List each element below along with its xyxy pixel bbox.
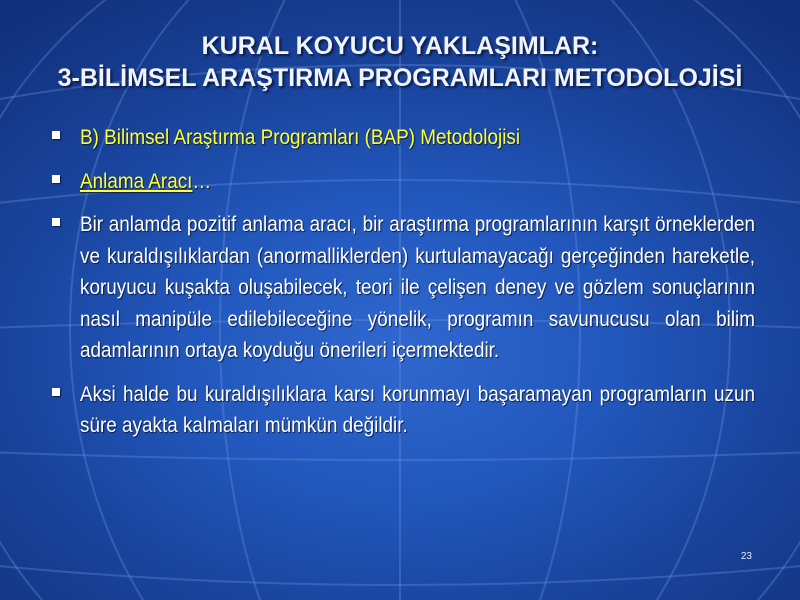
bullet-text: B) Bilimsel Araştırma Programları (BAP) Metodolojisi <box>80 126 521 149</box>
bullet-item <box>50 166 755 198</box>
anlama-araci-link[interactable]: Anlama Aracı <box>80 169 193 193</box>
bullet-text: Aksi halde bu kuraldışılıklara karsı korunmayı başaramayan programların uzun süre ayakta kalmaları mümkün değildir. <box>80 382 755 437</box>
bullet-item <box>50 379 755 442</box>
square-bullet-icon <box>52 388 60 396</box>
page-number: 23 <box>740 551 752 562</box>
bullet-text <box>80 166 755 198</box>
bullet-text: Bir anlamda pozitif anlama aracı, bir araştırma programlarının karşıt örneklerden ve kuraldışılıklardan (anormalliklerden) kurtulamayacağı gerçeğinden hareketle, koruyucu kuşakta oluşabilecek, teori ile çelişen deney ve gözlem sonuçlarının nasıl manipüle edilebileceğine yönelik, programın savunucusu olan bilim adamlarının ortaya koyduğu önerileri içermektedir. <box>80 213 755 362</box>
square-bullet-icon <box>52 218 60 226</box>
bullet-item <box>50 209 755 367</box>
slide-title-line-2: 3-BİLİMSEL ARAŞTIRMA PROGRAMLARI METODOLOJİSİ <box>57 64 743 92</box>
slide-title <box>0 30 800 94</box>
square-bullet-icon <box>52 175 60 183</box>
slide-title-line-1: KURAL KOYUCU YAKLAŞIMLAR: <box>201 32 599 60</box>
bullet-item <box>50 122 755 154</box>
bullet-suffix: … <box>192 169 212 193</box>
bullet-list <box>50 122 755 454</box>
square-bullet-icon <box>52 131 60 139</box>
